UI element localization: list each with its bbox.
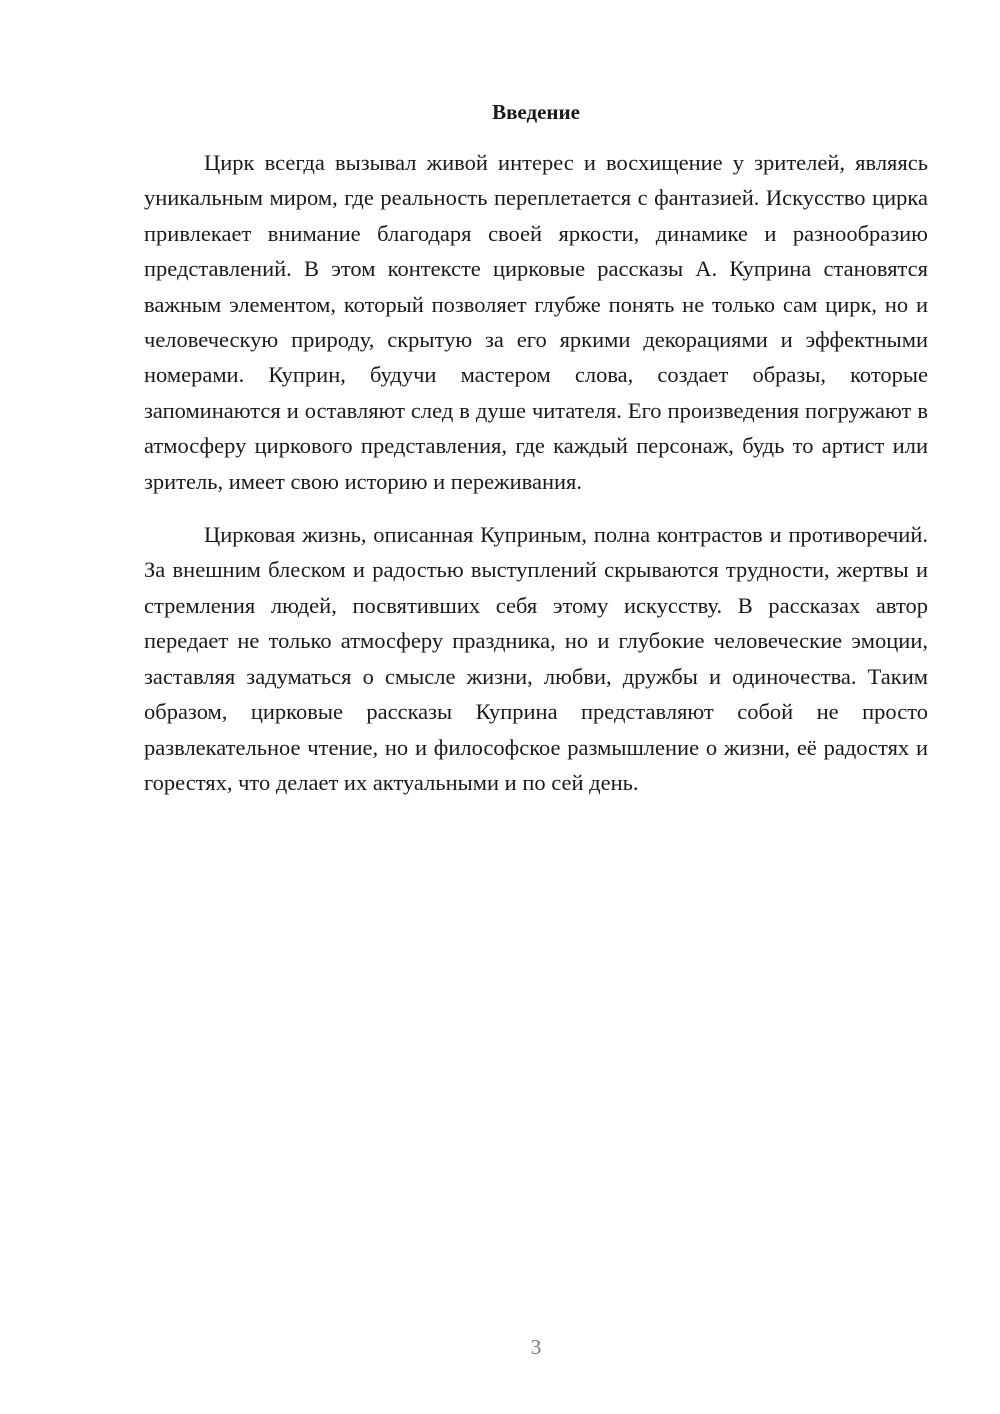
- paragraph-1: Цирк всегда вызывал живой интерес и восхищение у зрителей, являясь уникальным миром, где реальность переплетается с фантазией. Искусство цирка привлекает внимание благодаря своей яркости, динамике и разнообразию представлений. В этом контексте цирковые рассказы А. Куприна становятся важным элементом, который позволяет глубже понять не только сам цирк, но и человеческую природу, скрытую за его яркими декорациями и эффектными номерами. Куприн, будучи мастером слова, создает образы, которые запоминаются и оставляют след в душе читателя. Его произведения погружают в атмосферу циркового представления, где каждый персонаж, будь то артист или зритель, имеет свою историю и переживания.: [144, 150, 928, 494]
- body-text: [144, 145, 928, 800]
- paragraph-2: Цирковая жизнь, описанная Куприным, полна контрастов и противоречий. За внешним блеском и радостью выступлений скрываются трудности, жертвы и стремления людей, посвятивших себя этому искусству. В рассказах автор передает не только атмосферу праздника, но и глубокие человеческие эмоции, заставляя задуматься о смысле жизни, любви, дружбы и одиночества. Таким образом, цирковые рассказы Куприна представляют собой не просто развлекательное чтение, но и философское размышление о жизни, её радостях и горестях, что делает их актуальными и по сей день.: [144, 522, 928, 795]
- section-title: Введение: [492, 100, 580, 124]
- page-number: 3: [530, 1335, 542, 1359]
